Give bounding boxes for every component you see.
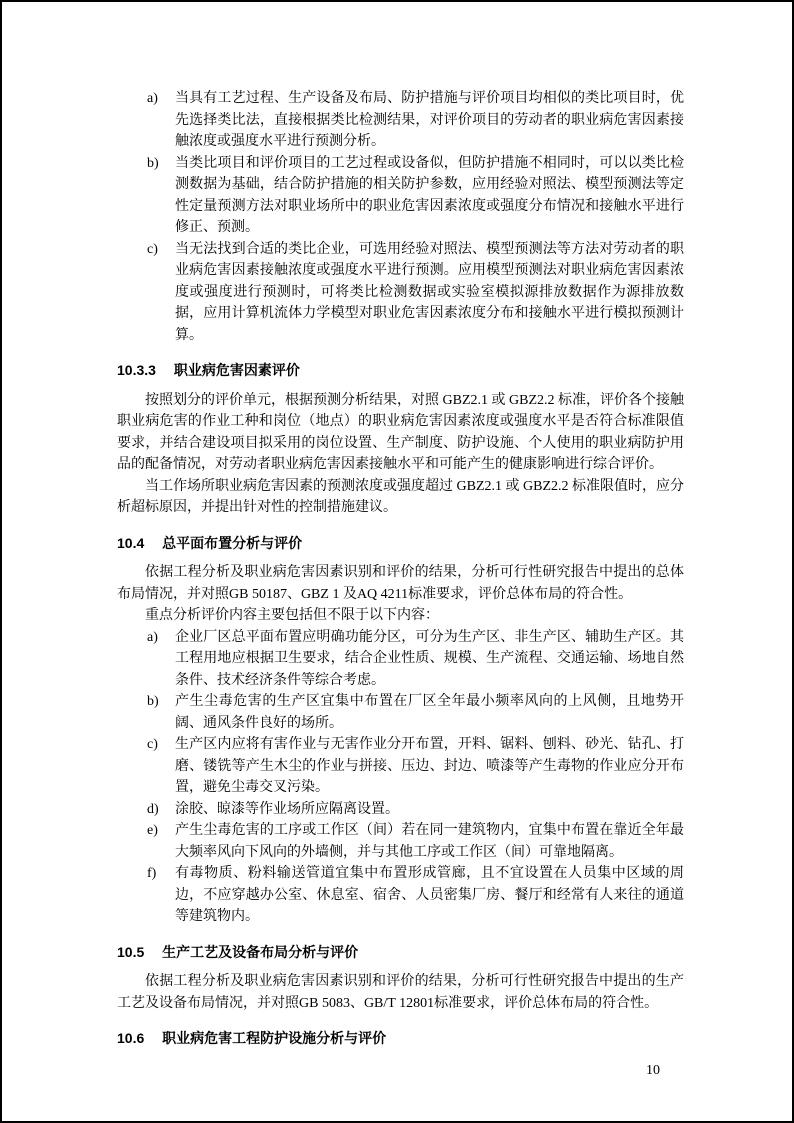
list-item-text: 产生尘毒危害的工序或工作区（间）若在同一建筑物内，宜集中布置在靠近全年最大频率风向下风向的外墙侧，并与其他工序或工作区（间）可靠地隔离。: [175, 823, 684, 860]
page-content: [117, 88, 684, 1058]
list-item-label: f): [147, 866, 157, 881]
section-number: 10.4: [117, 534, 145, 551]
list-item: [117, 863, 684, 928]
section-number: 10.5: [117, 943, 145, 960]
paragraph: 当工作场所职业病危害因素的预测浓度或强度超过 GBZ2.1 或 GBZ2.2 标准限值时，应分析超标原因，并提出针对性的控制措施建议。: [117, 478, 684, 515]
list-item-label: a): [147, 91, 158, 106]
section-number: 10.6: [117, 1030, 145, 1046]
list-item: [117, 627, 684, 692]
list-item-text: 涂胶、晾漆等作业场所应隔离设置。: [175, 801, 399, 817]
list-item: [117, 799, 684, 821]
list-item-label: c): [147, 241, 158, 257]
list-item: [117, 734, 684, 799]
page-number: 10: [646, 1062, 660, 1078]
list-item: [117, 153, 684, 239]
list-item: [117, 820, 684, 863]
list-item-text: 企业厂区总平面布置应明确功能分区，可分为生产区、非生产区、辅助生产区。其工程用地应根据卫生要求，结合企业性质、规模、生产流程、交通运输、场地自然条件、技术经济条件等综合考虑。: [175, 629, 684, 688]
list-item-label: b): [147, 694, 159, 709]
list-item-label: b): [147, 155, 159, 171]
section-heading-10-3-3: [117, 360, 684, 382]
paragraph: 依据工程分析及职业病危害因素识别和评价的结果，分析可行性研究报告中提出的生产工艺及设备布局情况，并对照GB 5083、GB/T 12801标准要求，评价总体布局的符合性。: [117, 974, 684, 1011]
section-heading-10-6: [117, 1028, 684, 1050]
list-item: [117, 88, 684, 153]
list-item-text: 当类比项目和评价项目的工艺过程或设备似，但防护措施不相同时，可以以类比检测数据为基础，结合防护措施的相关防护参数，应用经验对照法、模型预测法等定性定量预测方法对职业场所中的职业危害因素浓度或强度分布情况和接触水平进行修正、预测。: [175, 155, 684, 235]
list-item-label: d): [147, 801, 159, 817]
list-item-label: e): [147, 823, 158, 838]
list-item: [117, 691, 684, 734]
section-title: 生产工艺及设备布局分析与评价: [162, 943, 359, 960]
layout-evaluation-list: [117, 627, 684, 928]
list-item-text: 当具有工艺过程、生产设备及布局、防护措施与评价项目均相似的类比项目时，优先选择类比法，直接根据类比检测结果，对评价项目的劳动者的职业病危害因素接触浓度或强度水平进行预测分析。: [175, 91, 684, 149]
list-item-text: 当无法找到合适的类比企业，可选用经验对照法、模型预测法等方法对劳动者的职业病危害因素接触浓度或强度水平进行预测。应用模型预测法对职业病危害因素浓度或强度进行预测时，可将类比检测数据或实验室模拟源排放数据作为源排放数据，应用计算机流体力学模型对职业危害因素浓度分布和接触水平进行模拟预测计算。: [175, 241, 684, 343]
section-heading-10-5: [117, 942, 684, 964]
section-heading-10-4: [117, 533, 684, 555]
list-item: [117, 239, 684, 347]
paragraph: 依据工程分析及职业病危害因素识别和评价的结果，分析可行性研究报告中提出的总体布局情况，并对照GB 50187、GBZ 1 及AQ 4211标准要求，评价总体布局的符合性。: [117, 565, 684, 602]
prediction-method-list: [117, 88, 684, 346]
paragraph: 重点分析评价内容主要包括但不限于以下内容：: [145, 608, 439, 623]
section-title: 职业病危害工程防护设施分析与评价: [162, 1030, 387, 1046]
section-number: 10.3.3: [117, 362, 156, 378]
section-title: 总平面布置分析与评价: [162, 534, 303, 551]
list-item-label: a): [147, 629, 158, 645]
paragraph: 按照划分的评价单元，根据预测分析结果，对照 GBZ2.1 或 GBZ2.2 标准，评价各个接触职业病危害的作业工种和岗位（地点）的职业病危害因素浓度或强度水平是否符合标准限值要求，并结合建设项目拟采用的岗位设置、生产制度、防护设施、个人使用的职业病防护用品的配备情况，对劳动者职业病危害因素接触水平和可能产生的健康影响进行综合评价。: [117, 392, 684, 472]
section-title: 职业病危害因素评价: [173, 362, 300, 378]
list-item-text: 产生尘毒危害的生产区宜集中布置在厂区全年最小频率风向的上风侧，且地势开阔、通风条件良好的场所。: [175, 694, 684, 731]
list-item-text: 生产区内应将有害作业与无害作业分开布置，开料、锯料、刨料、砂光、钻孔、打磨、镂铣等产生木尘的作业与拼接、压边、封边、喷漆等产生毒物的作业应分开布置，避免尘毒交叉污染。: [175, 737, 684, 795]
list-item-label: c): [147, 737, 158, 752]
list-item-text: 有毒物质、粉料输送管道宜集中布置形成管廊，且不宜设置在人员集中区域的周边，不应穿越办公室、休息室、宿舍、人员密集厂房、餐厅和经常有人来往的通道等建筑物内。: [175, 866, 684, 924]
